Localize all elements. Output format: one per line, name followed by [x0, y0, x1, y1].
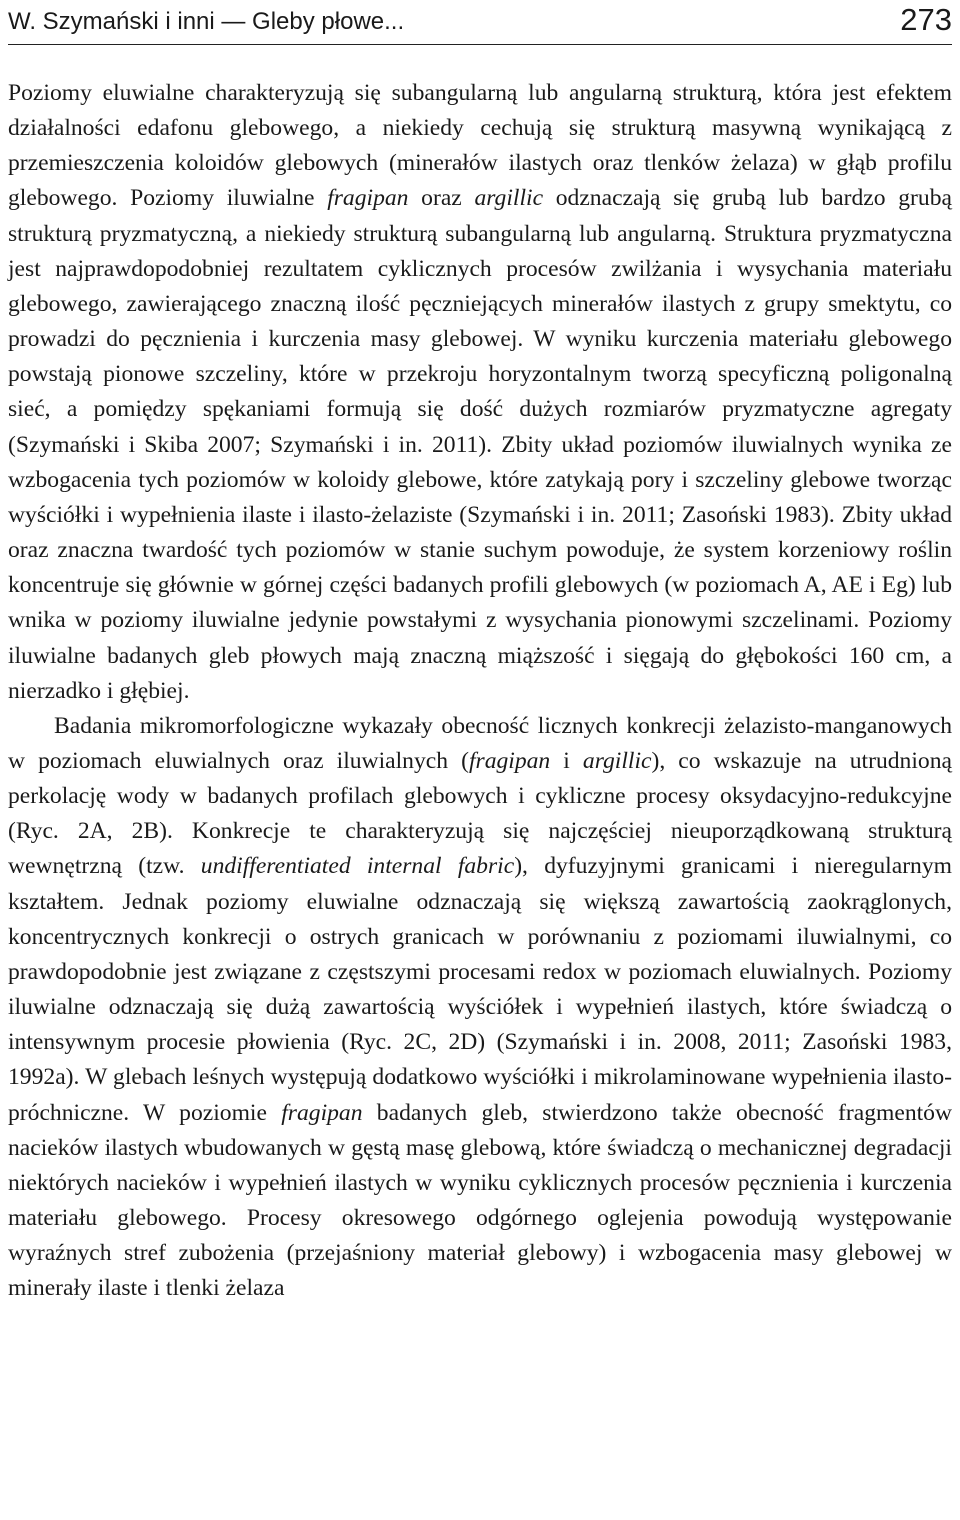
text-span: Badania mikromorfologiczne wykazały obecność licznych konkrecji żelazisto-manganowych w poziomach eluwialnych oraz iluwialnych ( [8, 712, 952, 774]
term-fragipan: fragipan [327, 185, 409, 212]
text-span: oraz [408, 185, 475, 212]
text-span: ), co wskazuje na utrudnioną perkolację wody w badanych profilach glebowych i cykliczne procesy oksydacyjno-redukcyjne (Ryc. 2A, 2B). Konkrecje te charakteryzują się najczęściej nieuporządkowaną strukturą wewnętrzną (tzw. [8, 747, 952, 880]
term-fragipan: fragipan [281, 1099, 363, 1126]
text-span: badanych gleb, stwierdzono także obecność fragmentów nacieków ilastych wbudowanych w gęstą masę glebową, które świadczą o mechanicznej degradacji niektórych nacieków i wypełnień ilastych w wyniku cyklicznych procesów pęcznienia i kurczenia materiału glebowego. Procesy okresowego odgórnego oglejenia powodują występowanie wyraźnych stref zubożenia (przejaśniony materiał glebowy) i wzbogacenia masy glebowej w minerały ilaste i tlenki żelaza [8, 1099, 952, 1302]
text-span: ), dyfuzyjnymi granicami i nieregularnym kształtem. Jednak poziomy eluwialne odznaczają się większą zawartością zaokrąglonych, koncentrycznych konkrecji o ostrych granicach w porównaniu z poziomami iluwialnymi, co prawdopodobnie jest związane z częstszymi procesami redox w poziomach eluwialnych. Poziomy iluwialne odznaczają się dużą zawartością wyściółek i wypełnień ilastych, które świadczą o intensywnym procesie płowienia (Ryc. 2C, 2D) (Szymański i in. 2008, 2011; Zasoński 1983, 1992a). W glebach leśnych występują dodatkowo wyściółki i mikrolaminowane wypełnienia ilasto-próchniczne. W poziomie [8, 853, 953, 1126]
term-undifferentiated-internal-fabric: undifferentiated internal fabric [200, 853, 515, 880]
page [8, 0, 952, 1520]
text-span: odznaczają się grubą lub bardzo grubą strukturą pryzmatyczną, a niekiedy strukturą subangularną lub angularną. Struktura pryzmatyczna jest najprawdopodobniej rezultatem cyklicznych procesów zwilżania i wysychania materiału glebowego, zawierającego znaczną ilość pęczniejących minerałów ilastych z grupy smektytu, co prowadzi do pęcznienia i kurczenia masy glebowej. W wyniku kurczenia materiału glebowego powstają pionowe szczeliny, które w przekroju horyzontalnym tworzą specyficzną poligonalną sieć, a pomiędzy spękaniami formują się dość dużych rozmiarów pryzmatyczne agregaty (Szymański i Skiba 2007; Szymański i in. 2011). Zbity układ poziomów iluwialnych wynika ze wzbogacenia tych poziomów w koloidy glebowe, które zatykają pory i szczeliny glebowe tworząc wyściółki i wypełnienia ilaste i ilasto-żelaziste (Szymański i in. 2011; Zasoński 1983). Zbity układ oraz znaczna twardość tych poziomów w stanie suchym powoduje, że system korzeniowy roślin koncentruje się głównie w górnej części badanych profili glebowych (w poziomach A, AE i Eg) lub wnika w poziomy iluwialne jedynie powstałymi z wysychania pionowymi szczelinami. Poziomy iluwialne badanych gleb płowych mają znaczną miąższość i sięgają do głębokości 160 cm, a nierzadko i głębiej. [8, 185, 952, 704]
paragraph-1 [8, 76, 952, 709]
page-number: 273 [900, 2, 952, 37]
term-argillic: argillic [474, 185, 544, 212]
running-header [8, 0, 952, 45]
term-argillic: argillic [582, 747, 652, 774]
text-span: i [550, 747, 583, 774]
body-text [8, 76, 952, 1306]
running-title: W. Szymański i inni — Gleby płowe... [8, 8, 405, 35]
term-fragipan: fragipan [468, 747, 551, 774]
text-span: Poziomy eluwialne charakteryzują się subangularną lub angularną strukturą, która jest efektem działalności edafonu glebowego, a niekiedy cechują się strukturą masywną wynikającą z przemieszczenia koloidów glebowych (minerałów ilastych oraz tlenków żelaza) w głąb profilu glebowego. Poziomy iluwialne [8, 80, 952, 212]
paragraph-2 [8, 709, 952, 1307]
